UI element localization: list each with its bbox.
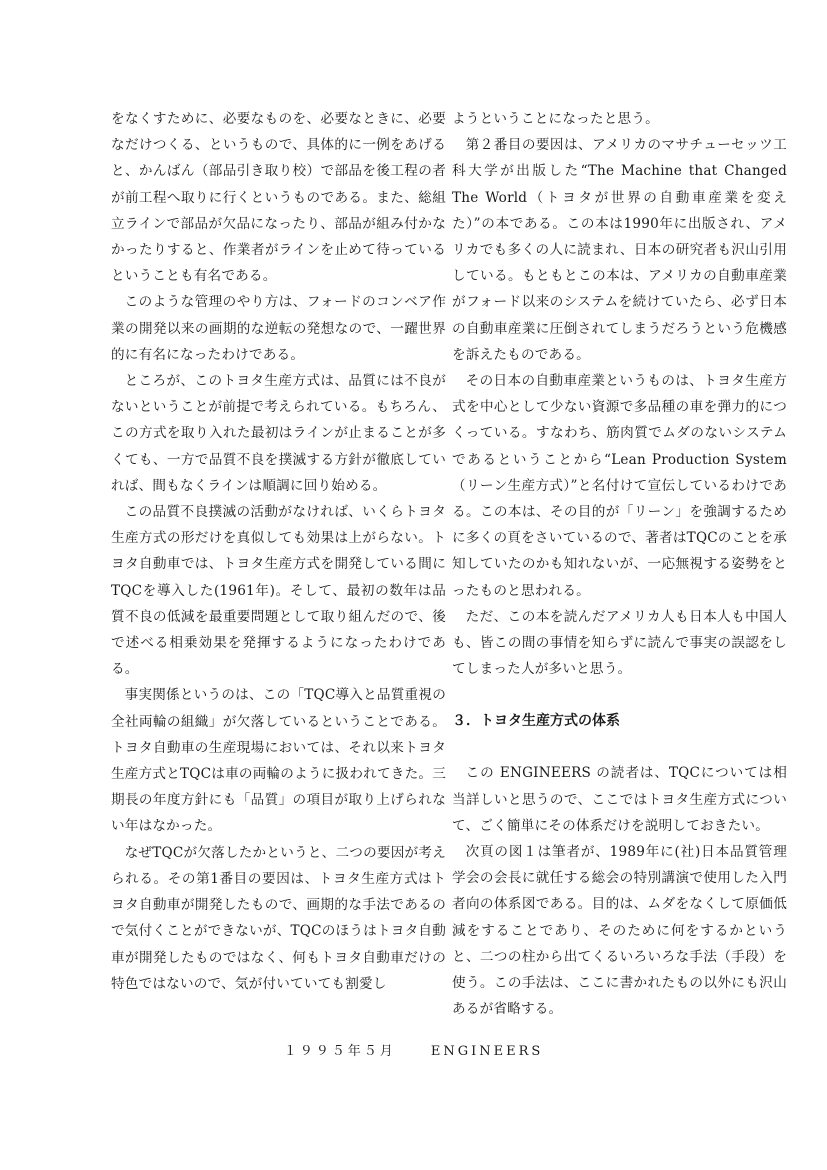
- right-column: [452, 106, 787, 1023]
- paragraph: ようということになったと思う。: [452, 111, 659, 127]
- paragraph: なぜTQCが欠落したかというと、二つの要因が考えられる。その第1番目の要因は、トヨタ生産方式はトヨタ自動車が開発したもので、画期的な手法であるので気付くことができないが、TQCのほうはトヨタ自動車が開発したものではなく、何もトヨタ自動車だけの特色ではないので、気が付いていても割愛し: [111, 844, 446, 992]
- paragraph: ただ、この本を読んだアメリカ人も日本人も中国人も、皆この間の事情を知らずに読んで事実の誤認をしてしまった人が多いと思う。: [452, 608, 787, 678]
- page-footer: [0, 1040, 827, 1059]
- paragraph: 第２番目の要因は、アメリカのマサチューセッツ工科大学が出版した“The Machine that Changed The World（トヨタが世界の自動車産業を変えた）”の本である。この本は1990年に出版され、アメリカでも多くの人に読まれ、日本の研究者も沢山引用している。もともとこの本は、アメリカの自動車産業がフォード以来のシステムを続けていたら、必ず日本の自動車産業に圧倒されてしまうだろうという危機感を訴えたものである。: [452, 137, 787, 363]
- paragraph: その日本の自動車産業というものは、トヨタ生産方式を中心として少ない資源で多品種の車を弾力的につくっている。すなわち、筋肉質でムダのないシステムであるということから“Lean Production System（リーン生産方式）”と名付けて宣伝しているわけである。この本は、その目的が「リーン」を強調するために多くの頁をさいているので、著者はTQCのことを承知していたのかも知れないが、一応無視する姿勢をとったものと思われる。: [452, 373, 787, 599]
- paragraph: をなくすために、必要なものを、必要なときに、必要なだけつくる、というもので、具体的に一例をあげると、かんばん（部品引き取り校）で部品を後工程の者が前工程へ取りに行くというものである。また、総組立ラインで部品が欠品になったり、部品が組み付かなかったりすると、作業者がラインを止めて待っているということも有名である。: [111, 111, 446, 285]
- paragraph: このような管理のやり方は、フォードのコンベア作業の開発以来の画期的な逆転の発想なので、一躍世界的に有名になったわけである。: [111, 294, 446, 363]
- paragraph: 事実関係というのは、この「TQC導入と品質重視の全社両輪の組織」が欠落しているということである。トヨタ自動車の生産現場においては、それ以来トヨタ生産方式とTQCは車の両輪のように扱われてきた。三期長の年度方針にも「品質」の項目が取り上げられない年はなかった。: [111, 687, 446, 835]
- footer-journal: ENGINEERS: [430, 1044, 544, 1059]
- paragraph: この品質不良撲滅の活動がなければ、いくらトヨタ生産方式の形だけを真似しても効果は上がらない。トヨタ自動車では、トヨタ生産方式を開発している間にTQCを導入した(1961年)。そして、最初の数年は品質不良の低減を最重要問題として取り組んだので、後で述べる相乗効果を発揮するようになったわけである。: [111, 504, 446, 678]
- paragraph: 次頁の図１は筆者が、1989年に(社)日本品質管理学会の会長に就任する総会の特別講演で使用した入門者向の体系図である。目的は、ムダをなくして原価低減をすることであり、そのために何をするかというと、二つの柱から出てくるいろいろな手法（手段）を使う。この手法は、ここに書かれたもの以外にも沢山あるが省略する。: [452, 844, 787, 1018]
- paragraph: この ENGINEERS の読者は、TQCについては相当詳しいと思うので、ここではトヨタ生産方式について、ごく簡単にその体系だけを説明しておきたい。: [452, 765, 787, 834]
- paragraph: ところが、このトヨタ生産方式は、品質には不良がないということが前提で考えられている。もちろん、この方式を取り入れた最初はラインが止まることが多くても、一方で品質不良を撲滅する方針が徹底していれば、間もなくラインは順調に回り始める。: [111, 373, 446, 494]
- section-heading: ３．トヨタ生産方式の体系: [452, 713, 620, 730]
- footer-date: １９９５年５月: [283, 1044, 396, 1059]
- left-column: [111, 106, 446, 997]
